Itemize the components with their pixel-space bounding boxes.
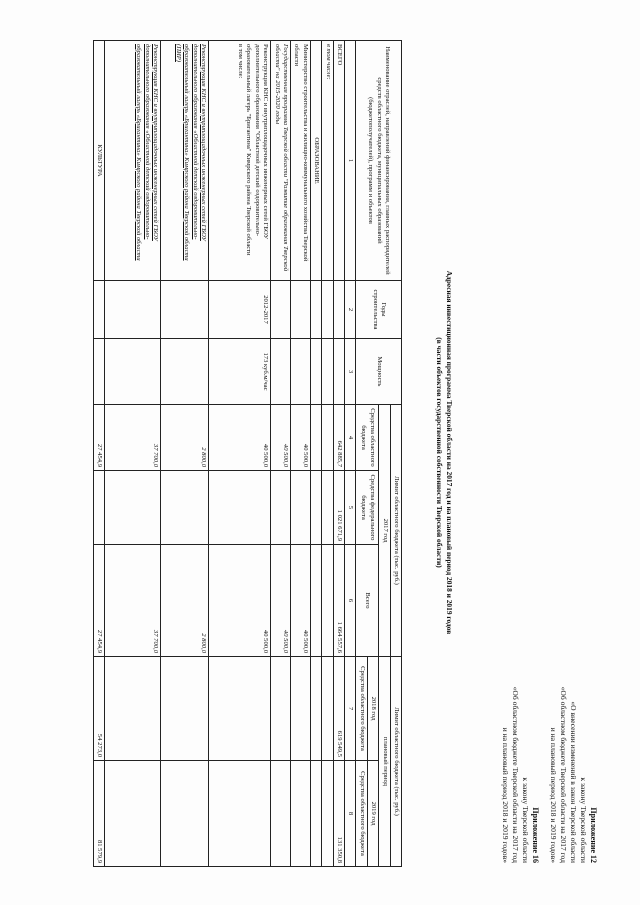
value-regional-2017: 2 800,0 (161, 405, 209, 471)
column-number: 8 (344, 761, 355, 867)
value-total-2017: 27 454,9 (93, 545, 104, 657)
value-regional-2018: 619 549,5 (333, 657, 344, 761)
row-label: ВСЕГО (333, 41, 344, 281)
table-row-total (333, 41, 344, 867)
value-regional-2017: 642 885,7 (333, 405, 344, 471)
value-regional-2017: 40 500,0 (290, 405, 310, 471)
row-label: в том числе: (322, 41, 333, 281)
column-number: 6 (344, 545, 355, 657)
appendix-16-line: «Об областном бюджете Тверской области на 2017 год (511, 686, 520, 863)
column-number: 5 (344, 471, 355, 545)
column-number: 1 (344, 41, 355, 281)
appendix-12-line: «О внесении изменений в закон Тверской области (569, 701, 578, 863)
value-regional-2018: 54 273,0 (93, 657, 104, 761)
header-regional-funds-2018: Средства областного бюджета (356, 657, 367, 761)
value-total-2017: 1 664 557,6 (333, 545, 344, 657)
header-year-2017: 2017 год (379, 405, 390, 657)
section-heading: КУЛЬТУРА (93, 41, 104, 281)
column-number: 4 (344, 405, 355, 471)
appendix-12-line: «Об областном бюджете Тверской области на 2017 год (559, 686, 568, 863)
table-row-program (271, 41, 291, 867)
table-row-subobject (161, 41, 209, 867)
capacity-value: 173 куб.м/час (209, 339, 271, 405)
table-row-section-culture (93, 41, 104, 867)
value-total-2017: 40 500,0 (271, 545, 291, 657)
appendix-12-title: Приложение 12 (589, 807, 598, 863)
header-federal-funds: Средства федерального бюджета (356, 471, 379, 545)
section-heading: ОБРАЗОВАНИЕ (310, 41, 321, 281)
appendix-12-line: и на плановый период 2018 и 2019 годов» (549, 727, 558, 863)
value-regional-2019: 131 350,8 (333, 761, 344, 867)
table-row-object (209, 41, 271, 867)
header-capacity: Мощность (356, 339, 402, 405)
object-name: Реконструкция КНС и внутриплощадочных инженерных сетей ГБОУ дополнительного образования "Областной детский оздоровительно-образовательный лагерь "Бригантина" Кимрского района Тверской области (245, 44, 270, 256)
row-label: Государственная программа Тверской области "Развитие образования Тверской области" на 2015-2020 годы (271, 41, 291, 281)
object-including-label: в том числе: (236, 44, 244, 79)
appendix-12-line: к закону Тверской области (579, 777, 588, 863)
table-row-section-education (310, 41, 321, 867)
header-limit-2017: Лимит областного бюджета (тыс. руб.) (390, 405, 401, 657)
value-regional-2017: 40 500,0 (271, 405, 291, 471)
column-number: 7 (344, 657, 355, 761)
appendix-16-header (500, 687, 540, 863)
column-number: 2 (344, 281, 355, 339)
row-label: Министерство строительства и жилищно-коммунального хозяйства Тверской области (290, 41, 310, 281)
header-limit-plan: Лимит областного бюджета (тыс. руб.) (390, 657, 401, 867)
table-row-ministry (290, 41, 310, 867)
value-federal-2017: 1 021 671,9 (333, 471, 344, 545)
header-regional-funds: Средства областного бюджета (356, 405, 379, 471)
row-label: Реконструкция КНС и внутриплощадочных инженерных сетей ГБОУ дополнительного образования «Областной детский оздоровительно-образовательный лагерь «Бригантина» Кимрского района Тверской области (105, 41, 161, 281)
header-years: Годы строительства (356, 281, 402, 339)
value-total-2017: 2 800,0 (161, 545, 209, 657)
value-regional-2017: 40 500,0 (209, 405, 271, 471)
value-regional-2017: 37 700,0 (105, 405, 161, 471)
column-number-row (344, 41, 355, 867)
appendix-16-title: Приложение 16 (531, 807, 540, 863)
header-name: Наименование отраслей, направлений финансирования, главных распорядителей средств областного бюджета, муниципальных образований (бюджетополучателей), программ и объектов (356, 41, 402, 281)
value-total-2017: 37 700,0 (105, 545, 161, 657)
header-year-2019: 2019 год (367, 761, 378, 867)
document-title-line: Адресная инвестиционная программа Тверской области на 2017 год и на плановый период 2018 и 2019 годов (445, 270, 454, 635)
appendix-16-line: к закону Тверской области (521, 777, 530, 863)
document-subtitle-line: (в части объектов государственной собственности Тверской области) (435, 337, 444, 568)
header-regional-funds-2019: Средства областного бюджета (356, 761, 367, 867)
row-label (209, 41, 271, 281)
table-row-including (322, 41, 333, 867)
value-total-2017: 40 500,0 (290, 545, 310, 657)
appendix-16-line: и на плановый период 2018 и 2019 годов» (501, 727, 510, 863)
header-total: Всего (356, 545, 379, 657)
header-plan-period: плановый период (379, 657, 390, 867)
table-row-subobject (105, 41, 161, 867)
value-regional-2019: 81 579,9 (93, 761, 104, 867)
value-regional-2017: 27 454,9 (93, 405, 104, 471)
investment-program-table (93, 40, 402, 867)
column-number: 3 (344, 339, 355, 405)
value-total-2017: 40 500,0 (209, 545, 271, 657)
row-label: Реконструкция КНС и внутриплощадочных инженерных сетей ГБОУ дополнительного образования «Областной детский оздоровительно-образовательный лагерь «Бригантина» Кимрского района Тверской области (ПИР) (161, 41, 209, 281)
document-title (434, 90, 454, 815)
appendix-12-header (548, 687, 598, 863)
header-year-2018: 2018 год (367, 657, 378, 761)
construction-years: 2012-2017 (209, 281, 271, 339)
